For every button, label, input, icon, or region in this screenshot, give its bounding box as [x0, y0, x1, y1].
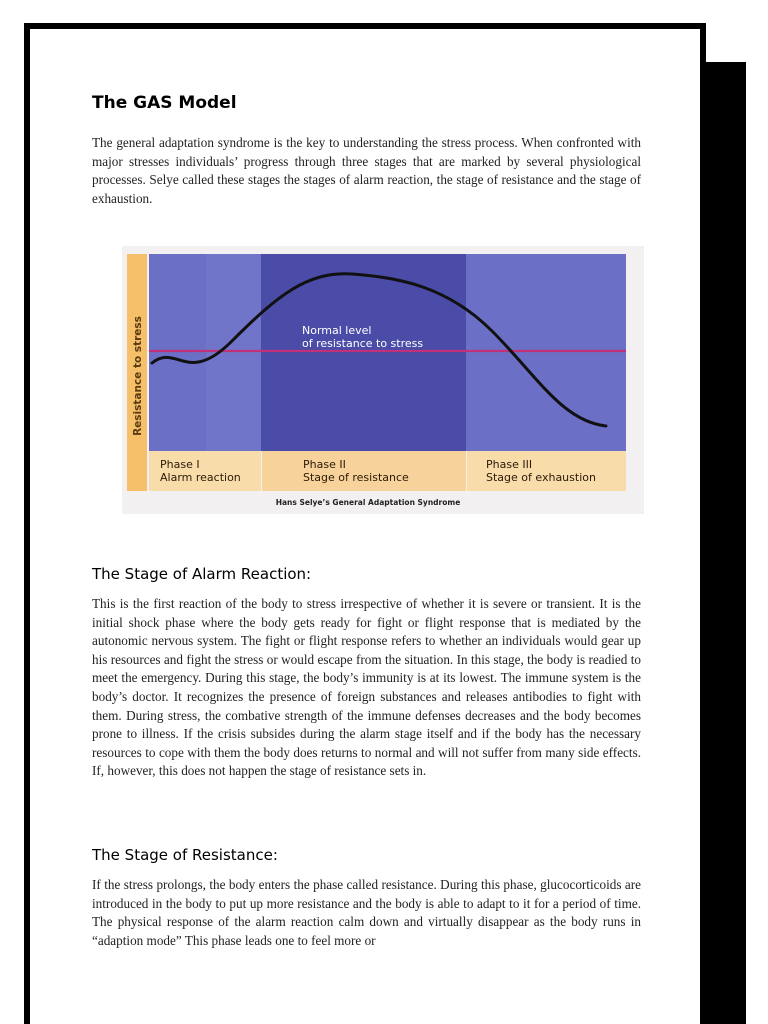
page-shadow — [700, 62, 746, 1024]
gas-diagram — [122, 246, 644, 514]
phase3-name: Phase III — [486, 458, 533, 471]
phase1-panel-light — [206, 254, 261, 451]
phase3-label: Stage of exhaustion — [486, 471, 596, 484]
normal-level-label-line1: Normal level — [302, 324, 372, 337]
section-heading-resistance: The Stage of Resistance: — [92, 846, 278, 864]
phase1-name: Phase I — [160, 458, 200, 471]
phase2-name: Phase II — [303, 458, 346, 471]
phase2-panel — [261, 254, 466, 451]
page-title: The GAS Model — [92, 93, 237, 113]
phase2-label: Stage of resistance — [303, 471, 409, 484]
section-heading-alarm: The Stage of Alarm Reaction: — [92, 565, 312, 583]
normal-level-label-line2: of resistance to stress — [302, 337, 424, 350]
document-page — [24, 23, 706, 1024]
section-text-resistance: If the stress prolongs, the body enters the phase called resistance. During this phase, glucocorticoids are introduced in the body to put up more resistance and the body is able to adapt to it for a period of time. The physical response of the alarm reaction calm down and virtually disappear as the body runs in “adaption mode” This phase leads one to feel more or — [92, 877, 641, 948]
figure-caption: Hans Selye’s General Adaptation Syndrome — [275, 498, 461, 507]
phase1-label: Alarm reaction — [160, 471, 241, 484]
intro-paragraph: The general adaptation syndrome is the key to understanding the stress process. When confronted with major stresses individuals’ progress through three stages that are marked by several physiological processes. Selye called these stages the stages of alarm reaction, the stage of resistance and the stage of exhaustion. — [92, 135, 641, 206]
section-text-alarm: This is the first reaction of the body to stress irrespective of whether it is severe or transient. It is the initial shock phase where the body gets ready for fight or flight response that is mediated by the autonomic nervous system. The fight or flight response refers to whether an individuals would gear up his resources and fight the stress or would escape from the situation. In this stage, the body is readied to meet the emergency. During this stage, the body’s immunity is at its lowest. The immune system is the body’s doctor. It recognizes the presence of foreign substances and releases antibodies to fight with them. During stress, the combative strength of the immune defenses decreases and the body becomes prone to illness. If the crisis subsides during the alarm stage itself and if the body has the necessary resources to cope with them the body does returns to normal and will not suffer from many side effects. If, however, this does not happen the stage of resistance sets in. — [92, 596, 641, 779]
phase3-panel — [466, 254, 626, 451]
y-axis-label: Resistance to stress — [132, 316, 144, 436]
